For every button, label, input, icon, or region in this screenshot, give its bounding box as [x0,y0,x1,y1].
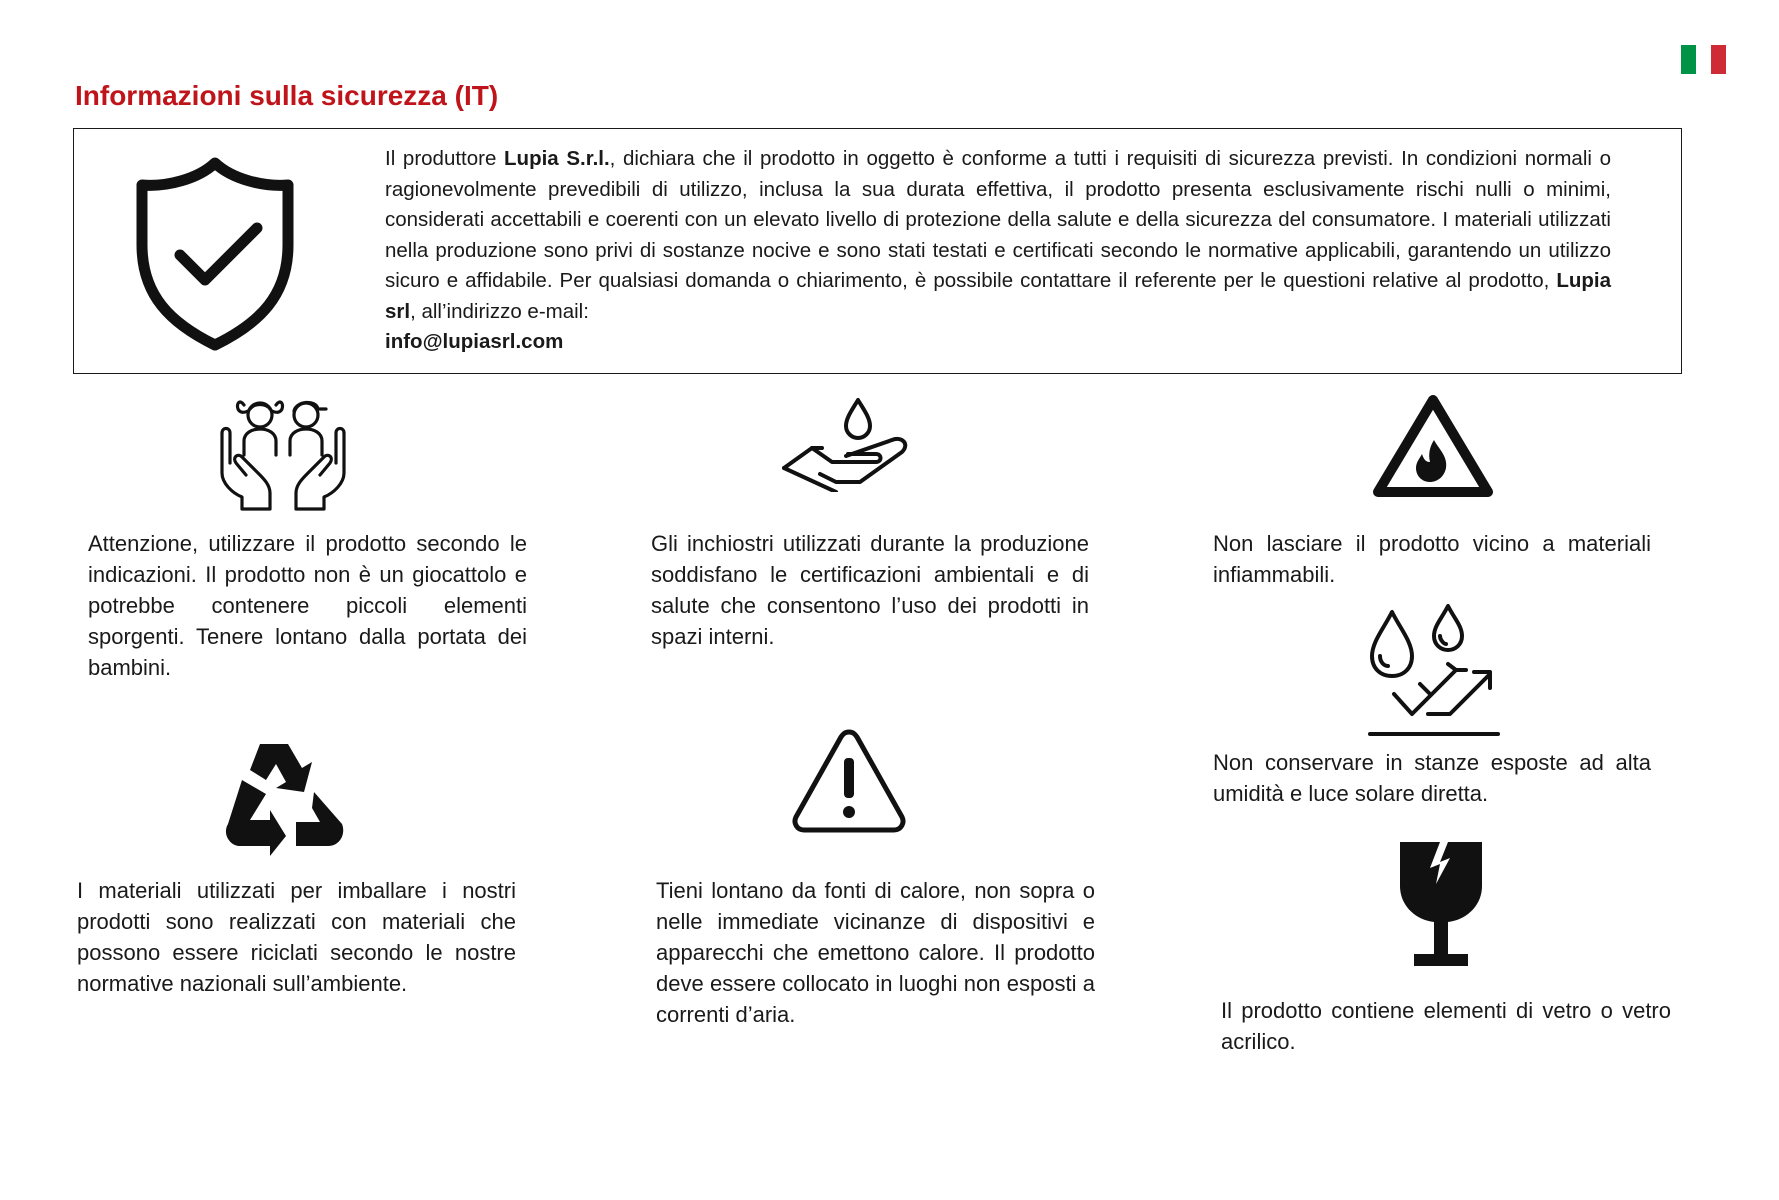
hand-drop-icon [782,396,916,492]
fragile-glass-icon [1396,840,1486,970]
humidity-icon [1366,604,1502,740]
intro-text-part1: Il produttore [385,147,505,170]
flag-green-stripe [1681,45,1696,74]
flag-white-stripe [1696,45,1711,74]
page-title: Informazioni sulla sicurezza (IT) [75,80,499,111]
warning-heat-text: Tieni lontano da fonti di calore, non sopra o nelle immediate vicinanze di dispositivi e apparecchi che emettono calore. Il prodotto deve essere collocato in luoghi non esposti a correnti d’aria. [656,878,1095,1027]
exclamation-warning-icon [789,726,909,836]
intro-text-part3: , all’indirizzo e-mail: [410,299,589,323]
children-in-hands-icon [218,393,348,513]
contact-name: Lupia srl [385,269,1611,323]
warning-children-text: Attenzione, utilizzare il prodotto secondo le indicazioni. Il prodotto non è un giocattolo e potrebbe contenere piccoli elementi sporgenti. Tenere lontano dalla portata dei bambini. [88,531,527,680]
notice-glass-text: Il prodotto contiene elementi di vetro o vetro acrilico. [1221,998,1671,1054]
shield-check-icon [132,155,298,353]
producer-name: Lupia S.r.l. [504,147,610,170]
warning-flammable-text: Non lasciare il prodotto vicino a materiali infiammabili. [1213,531,1651,587]
italy-flag-icon [1681,45,1726,74]
flammable-warning-icon [1372,394,1494,498]
recycle-icon [220,738,348,862]
contact-email[interactable]: info@lupiasrl.com [385,330,564,353]
notice-recycle-text: I materiali utilizzati per imballare i nostri prodotti sono realizzati con materiali che possono essere riciclati secondo le nostre normative nazionali sull’ambiente. [77,878,516,996]
flag-red-stripe [1711,45,1726,74]
safety-declaration-text [385,144,1611,358]
safety-declaration-box [73,128,1682,374]
intro-text-part2: , dichiara che il prodotto in oggetto è conforme a tutti i requisiti di sicurezza previsti. In condizioni normali o ragionevolmente prevedibili di utilizzo, inclusa la sua durata effettiva, il prodotto presenta esclusivamente rischi nulli o minimi, considerati accettabili e coerenti con un elevato livello di protezione della salute e della sicurezza del consumatore. I materiali utilizzati nella produzione sono privi di sostanze nocive e sono stati testati e certificati secondo le normative applicabili, garantendo un utilizzo sicuro e affidabile. Per qualsiasi domanda o chiarimento, è possibile contattare il referente per le questioni relative al prodotto, [385,147,1612,292]
warning-inks-text: Gli inchiostri utilizzati durante la produzione soddisfano le certificazioni ambientali e di salute che consentono l’uso dei prodotti in spazi interni. [651,531,1089,649]
warning-humidity-text: Non conservare in stanze esposte ad alta umidità e luce solare diretta. [1213,750,1651,806]
